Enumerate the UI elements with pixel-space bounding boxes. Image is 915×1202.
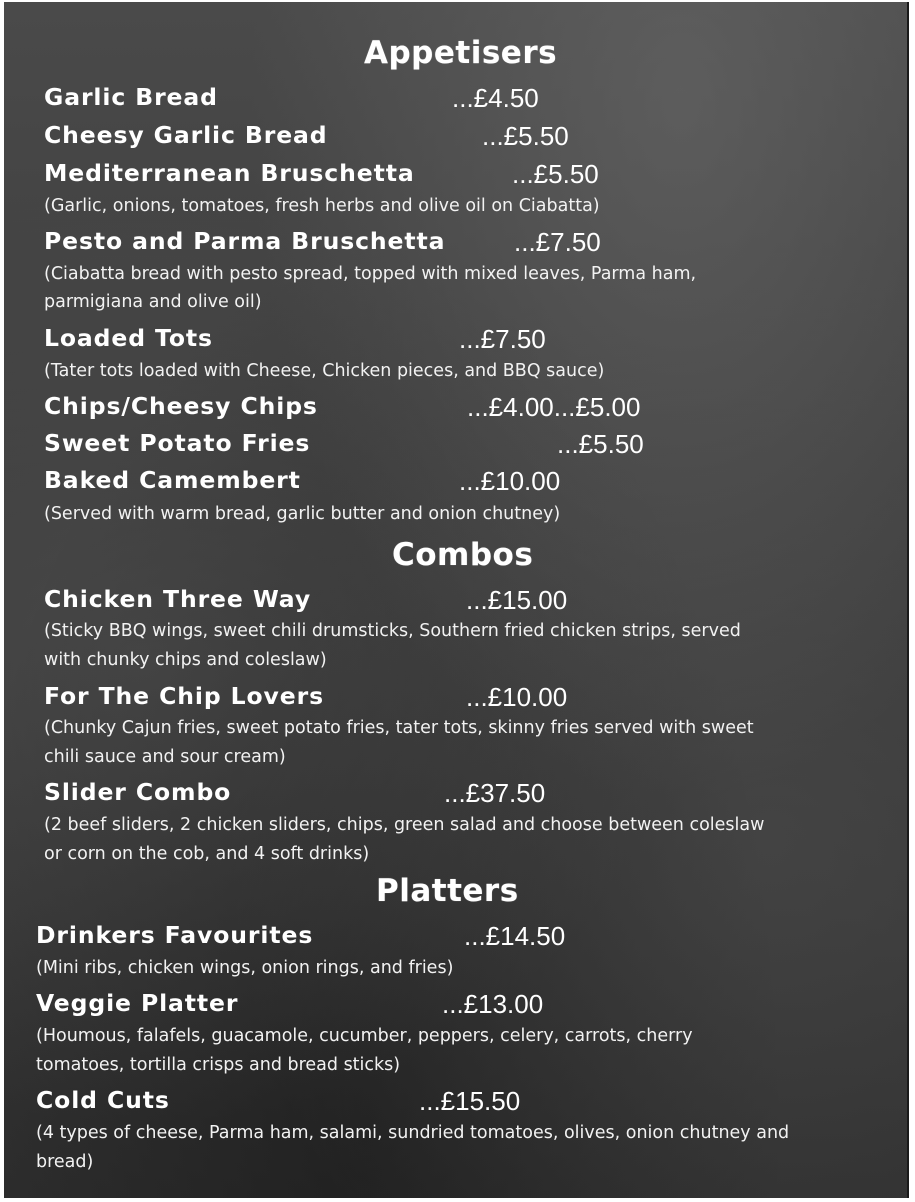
section-title-combos: Combos: [392, 537, 534, 573]
item-desc-slider-combo-line-1: (2 beef sliders, 2 chicken sliders, chips, green salad and choose between coleslaw: [44, 815, 765, 835]
section-title-platters: Platters: [376, 873, 519, 909]
item-desc-mediterranean-bruschetta: (Garlic, onions, tomatoes, fresh herbs and olive oil on Ciabatta): [44, 196, 600, 216]
item-name-drinkers-favourites: Drinkers Favourites: [36, 921, 314, 949]
item-name-cold-cuts: Cold Cuts: [36, 1086, 170, 1114]
item-desc-veggie-platter-line-1: (Houmous, falafels, guacamole, cucumber, peppers, celery, carrots, cherry: [36, 1026, 693, 1046]
item-name-loaded-tots: Loaded Tots: [44, 324, 213, 352]
item-name-garlic-bread: Garlic Bread: [44, 83, 218, 111]
item-desc-pesto-parma-bruschetta-line-1: (Ciabatta bread with pesto spread, topped with mixed leaves, Parma ham,: [44, 264, 697, 284]
item-desc-slider-combo-line-2: or corn on the cob, and 4 soft drinks): [44, 844, 370, 864]
item-desc-loaded-tots: (Tater tots loaded with Cheese, Chicken pieces, and BBQ sauce): [44, 361, 605, 381]
item-price-slider-combo: ...£37.50: [444, 778, 546, 808]
item-name-for-the-chip-lovers: For The Chip Lovers: [44, 682, 324, 710]
item-desc-chicken-three-way-line-2: with chunky chips and coleslaw): [44, 650, 327, 670]
item-desc-for-the-chip-lovers-line-1: (Chunky Cajun fries, sweet potato fries, tater tots, skinny fries served with sweet: [44, 718, 754, 738]
menu-board: [4, 2, 909, 1198]
item-desc-cold-cuts-line-1: (4 types of cheese, Parma ham, salami, sundried tomatoes, olives, onion chutney and: [36, 1123, 790, 1143]
item-price-drinkers-favourites: ...£14.50: [464, 921, 566, 951]
item-name-mediterranean-bruschetta: Mediterranean Bruschetta: [44, 159, 415, 187]
item-name-baked-camembert: Baked Camembert: [44, 466, 301, 494]
item-desc-for-the-chip-lovers-line-2: chili sauce and sour cream): [44, 747, 286, 767]
item-price-sweet-potato-fries: ...£5.50: [557, 429, 644, 459]
item-desc-cold-cuts-line-2: bread): [36, 1152, 94, 1172]
item-price-chips-cheesy-chips: ...£4.00...£5.00: [467, 392, 641, 422]
item-desc-drinkers-favourites: (Mini ribs, chicken wings, onion rings, and fries): [36, 958, 454, 978]
item-name-veggie-platter: Veggie Platter: [36, 989, 239, 1017]
item-desc-pesto-parma-bruschetta-line-2: parmigiana and olive oil): [44, 292, 262, 312]
item-price-loaded-tots: ...£7.50: [459, 324, 546, 354]
item-name-chicken-three-way: Chicken Three Way: [44, 585, 312, 613]
item-price-cold-cuts: ...£15.50: [419, 1086, 521, 1116]
item-price-garlic-bread: ...£4.50: [452, 83, 539, 113]
item-price-veggie-platter: ...£13.00: [442, 989, 544, 1019]
item-desc-chicken-three-way-line-1: (Sticky BBQ wings, sweet chili drumsticks, Southern fried chicken strips, served: [44, 621, 741, 641]
item-price-chicken-three-way: ...£15.00: [466, 585, 568, 615]
item-price-mediterranean-bruschetta: ...£5.50: [512, 159, 599, 189]
item-price-baked-camembert: ...£10.00: [459, 466, 561, 496]
section-title-appetisers: Appetisers: [364, 35, 558, 71]
item-name-slider-combo: Slider Combo: [44, 778, 232, 806]
item-name-chips-cheesy-chips: Chips/Cheesy Chips: [44, 392, 318, 420]
item-name-cheesy-garlic-bread: Cheesy Garlic Bread: [44, 121, 328, 149]
item-name-sweet-potato-fries: Sweet Potato Fries: [44, 429, 311, 457]
item-price-cheesy-garlic-bread: ...£5.50: [482, 121, 569, 151]
item-name-pesto-parma-bruschetta: Pesto and Parma Bruschetta: [44, 227, 446, 255]
item-desc-veggie-platter-line-2: tomatoes, tortilla crisps and bread sticks): [36, 1055, 401, 1075]
item-price-pesto-parma-bruschetta: ...£7.50: [514, 227, 601, 257]
item-desc-baked-camembert: (Served with warm bread, garlic butter and onion chutney): [44, 504, 561, 524]
item-price-for-the-chip-lovers: ...£10.00: [466, 682, 568, 712]
